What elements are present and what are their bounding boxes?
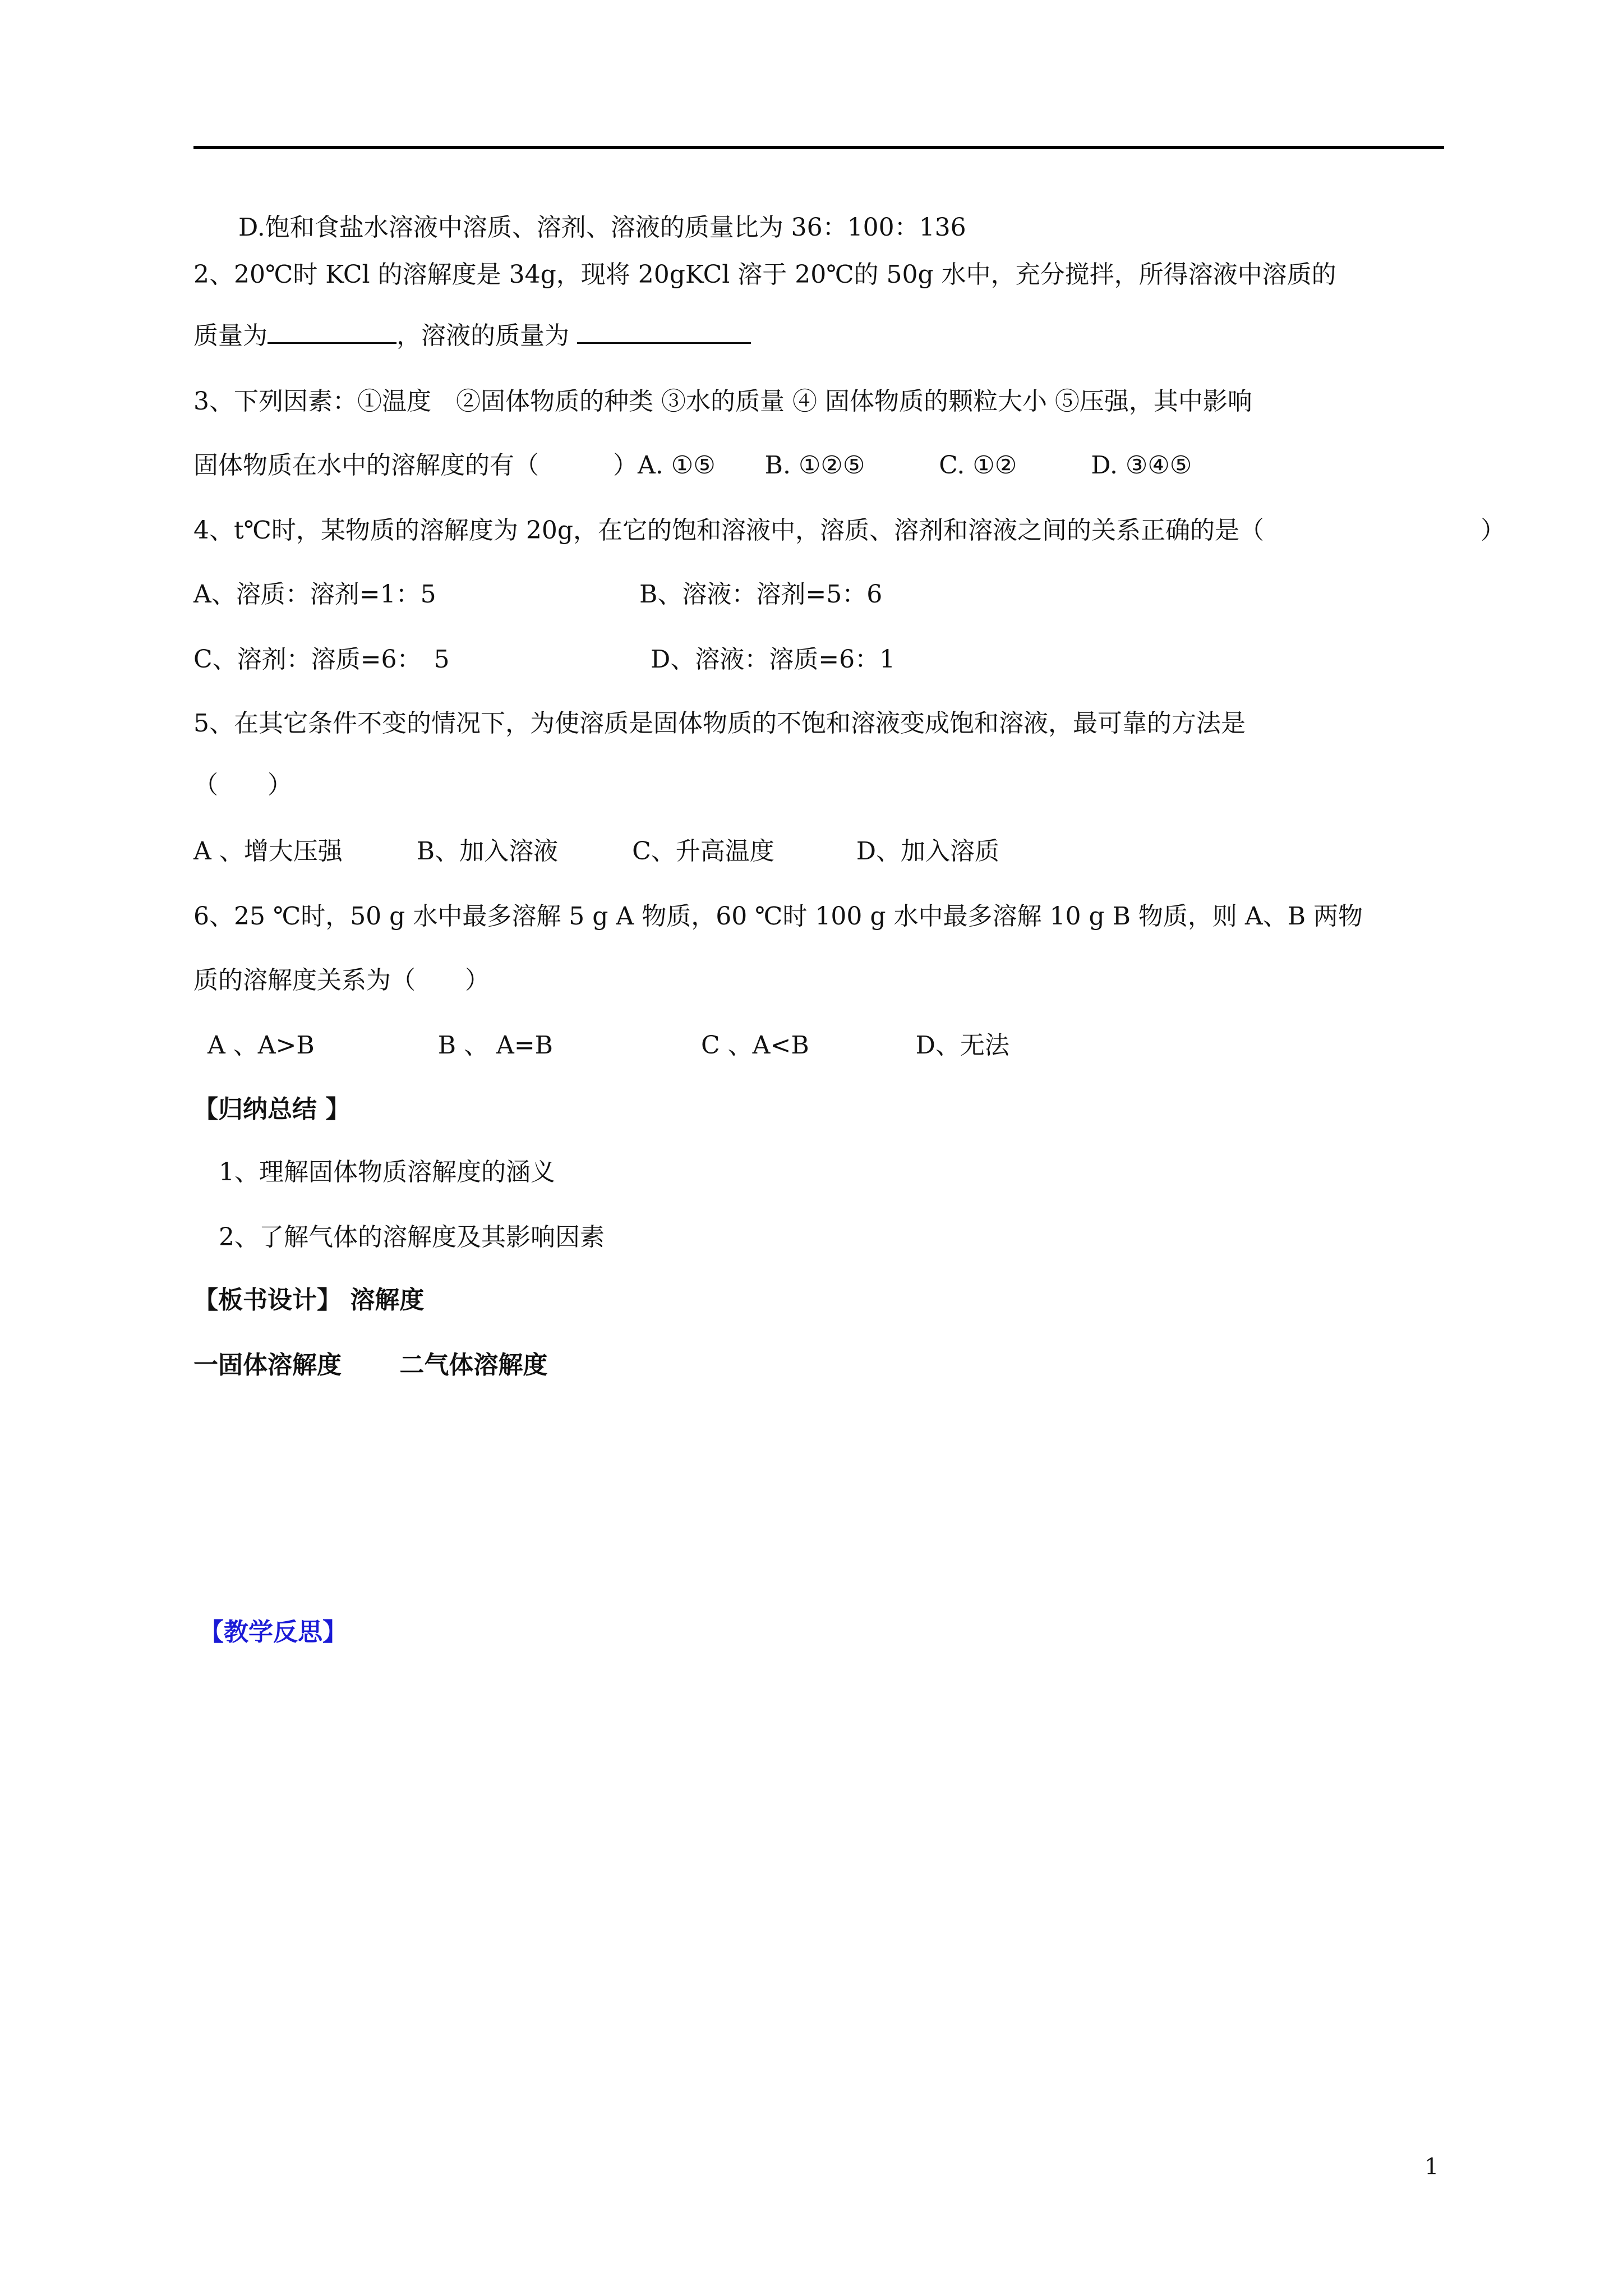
summary-item-1: 1、理解固体物质溶解度的涵义 (219, 1158, 555, 1186)
q1-option-d: D.饱和食盐水溶液中溶质、溶剂、溶液的质量比为 36：100：136 (238, 213, 966, 242)
q2-line1: 2、20℃时 KCl 的溶解度是 34g，现将 20gKCl 溶于 20℃的 50g 水中，充分搅拌，所得溶液中溶质的 (193, 260, 1336, 289)
q5-paren: （ ） (193, 771, 292, 799)
q5-stem: 5、在其它条件不变的情况下，为使溶质是固体物质的不饱和溶液变成饱和溶液，最可靠的方法是 (193, 709, 1246, 738)
summary-heading: 【归纳总结 】 (193, 1095, 351, 1124)
q4-stem-close: ） (1481, 516, 1505, 545)
page-number: 1 (1424, 2154, 1439, 2180)
board-line: 一固体溶解度 二气体溶解度 (193, 1351, 548, 1379)
summary-item-2: 2、了解气体的溶解度及其影响因素 (219, 1223, 605, 1251)
reflection-heading: 【教学反思】 (199, 1618, 347, 1646)
q3-line1: 3、下列因素：①温度 ②固体物质的种类 ③水的质量 ④ 固体物质的颗粒大小 ⑤压强，其中影响 (193, 387, 1252, 416)
board-heading: 【板书设计】 溶解度 (193, 1286, 425, 1314)
q5-options: A 、增大压强 B、加入溶液 C、升高温度 D、加入溶质 (193, 837, 1000, 866)
q2-solution-mass-blank[interactable] (577, 318, 751, 344)
q4-option-a: A、溶质：溶剂=1：5 (193, 580, 436, 609)
q6-line2: 质的溶解度关系为（ ） (193, 966, 490, 995)
header-rule (193, 146, 1444, 149)
q3-line2: 固体物质在水中的溶解度的有（ ）A. ①⑤ B. ①②⑤ C. ①② D. ③④⑤ (193, 451, 1192, 480)
q2-label-solute-mass: 质量为 (193, 321, 268, 350)
q4-stem: 4、t℃时，某物质的溶解度为 20g，在它的饱和溶液中，溶质、溶剂和溶液之间的关系正确的是（ (193, 516, 1265, 545)
q4-option-d: D、溶液：溶质=6：1 (651, 645, 896, 674)
q6-options: A 、A>B B 、 A=B C 、A<B D、无法 (208, 1031, 1009, 1060)
q4-option-c: C、溶剂：溶质=6： 5 (193, 645, 450, 674)
q2-line2 (193, 318, 751, 353)
q6-line1: 6、25 ℃时，50 g 水中最多溶解 5 g A 物质，60 ℃时 100 g 水中最多溶解 10 g B 物质，则 A、B 两物 (193, 902, 1363, 931)
q4-option-b: B、溶液：溶剂=5：6 (639, 580, 883, 609)
q2-label-solution-mass: ，溶液的质量为 (396, 321, 569, 350)
q2-solute-mass-blank[interactable] (268, 318, 396, 344)
